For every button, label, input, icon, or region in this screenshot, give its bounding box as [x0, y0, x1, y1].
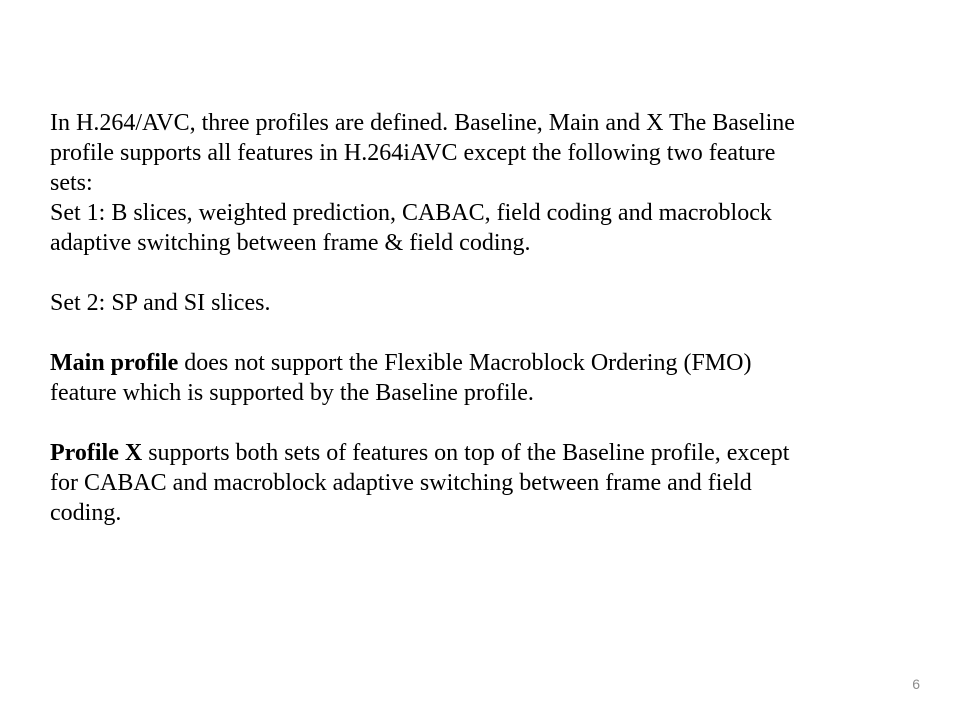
main-profile-line-1 — [50, 348, 930, 378]
profile-x-term: Profile X — [50, 440, 143, 466]
page-number: 6 — [912, 676, 920, 692]
paragraph-gap — [50, 318, 930, 348]
profile-x-line-3: coding. — [50, 500, 122, 526]
set2-line: Set 2: SP and SI slices. — [50, 290, 271, 316]
slide-body — [50, 108, 930, 528]
profile-x-line-1 — [50, 438, 930, 468]
intro-line-2: profile supports all features in H.264iAVC except the following two feature — [50, 140, 776, 166]
paragraph-gap — [50, 258, 930, 288]
main-profile-term: Main profile — [50, 350, 179, 376]
main-profile-line-2: feature which is supported by the Baseline profile. — [50, 380, 534, 406]
profile-x-line-2: for CABAC and macroblock adaptive switching between frame and field — [50, 470, 752, 496]
intro-line-1: In H.264/AVC, three profiles are defined. Baseline, Main and X The Baseline — [50, 110, 795, 136]
set1-line-2: adaptive switching between frame & field coding. — [50, 230, 531, 256]
paragraph-gap — [50, 408, 930, 438]
intro-line-3: sets: — [50, 170, 93, 196]
set1-line-1: Set 1: B slices, weighted prediction, CABAC, field coding and macroblock — [50, 200, 772, 226]
profile-x-text: supports both sets of features on top of the Baseline profile, except — [142, 440, 790, 466]
main-profile-text: does not support the Flexible Macroblock Ordering (FMO) — [178, 350, 752, 376]
